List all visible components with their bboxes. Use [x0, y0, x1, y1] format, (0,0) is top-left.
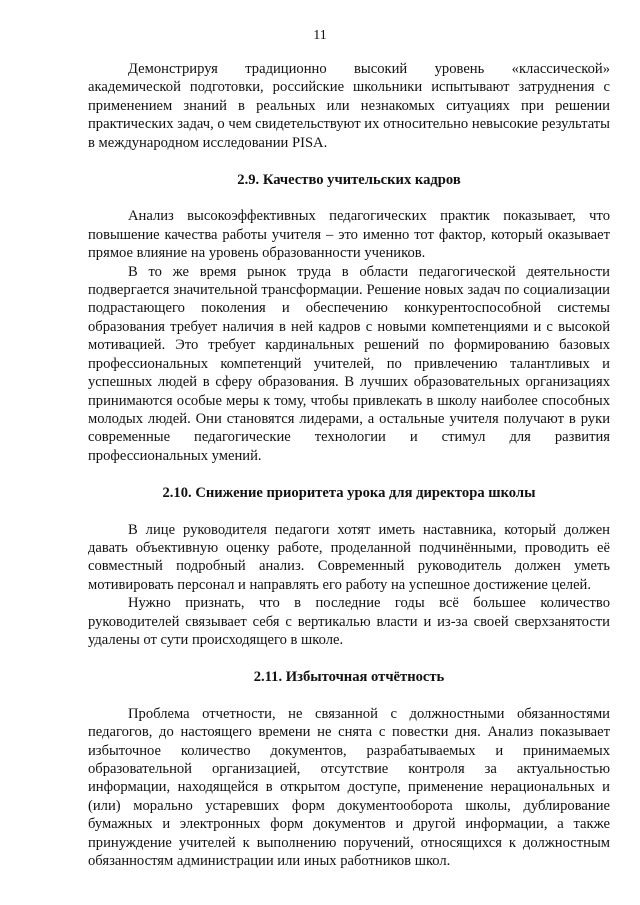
section-2-10-paragraph-2: Нужно признать, что в последние годы всё большее количество руководителей связывает себя с вертикалью власти и из-за своей сверхзанятости удалены от сути происходящего в школе.	[88, 595, 610, 648]
section-2-11-paragraph-1: Проблема отчетности, не связанной с должностными обязанностями педагогов, до настоящего времени не снята с повестки дня. Анализ показывает избыточное количество документов, разрабатываемых и принимаемых образовательной организацией, отсутствие контроля за актуальностью информации, находящейся в открытом доступе, применение нерациональных и (или) морально устаревших форм документооборота школы, дублирование бумажных и электронных форм документов и другой информации, а также принуждение учителей к выполнению поручений, относящихся к должностным обязанностям администрации или иных работников школ.	[88, 705, 610, 870]
section-heading-2-9: 2.9. Качество учительских кадров	[237, 172, 461, 189]
section-heading-2-10: 2.10. Снижение приоритета урока для директора школы	[162, 485, 536, 502]
page-number: 11	[313, 28, 327, 43]
page-content	[88, 60, 610, 870]
section-2-10-paragraph-1: В лице руководителя педагоги хотят иметь наставника, который должен давать объективную оценку работе, проделанной подчинёнными, проводить её совместный подробный анализ. Современный руководитель должен уметь мотивировать персонал и направлять его работу на успешное достижение целей.	[88, 521, 610, 593]
section-2-9-paragraph-2: В то же время рынок труда в области педагогической деятельности подвергается значительной трансформации. Решение новых задач по социализации подрастающего поколения и обеспечению конкурентоспособной системы образования требует наличия в ней кадров с новыми компетенциями и с высокой мотивацией. Это требует кардинальных решений по формированию базовых профессиональных компетенций учителей, по привлечению талантливых и успешных людей в сферу образования. В лучших образовательных организациях принимаются особые меры к тому, чтобы привлекать в школу наиболее способных молодых людей. Они становятся лидерами, а остальные учителя получают в руки современные педагогические технологии и стимул для развития профессиональных умений.	[88, 263, 610, 464]
intro-paragraph: Демонстрируя традиционно высокий уровень «классической» академической подготовки, российские школьники испытывают затруднения с применением знаний в реальных или незнакомых ситуациях при решении практических задач, о чем свидетельствуют их относительно невысокие результаты в международном исследовании PISA.	[88, 61, 610, 151]
section-2-9-paragraph-1: Анализ высокоэффективных педагогических практик показывает, что повышение качества работы учителя – это именно тот фактор, который оказывает прямое влияние на уровень образованности учеников.	[88, 208, 610, 262]
section-heading-2-11: 2.11. Избыточная отчётность	[253, 669, 445, 686]
